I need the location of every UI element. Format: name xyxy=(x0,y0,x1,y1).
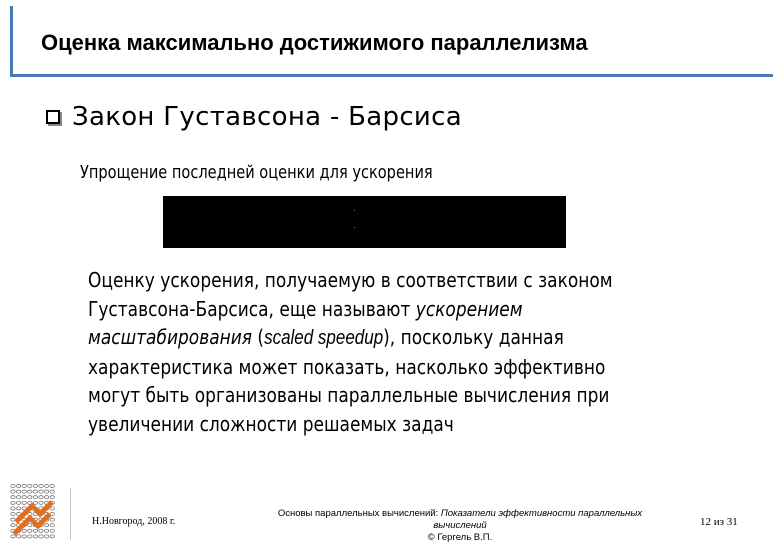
paragraph-term: ускорением масштабирования xyxy=(88,296,523,349)
footer-course-topic: Показатели эффективности параллельных вычислений xyxy=(433,508,643,531)
formula-artifact xyxy=(354,210,355,211)
formula-image xyxy=(163,196,566,248)
page-number: 12 из 31 xyxy=(700,516,738,528)
university-logo-icon xyxy=(10,482,56,540)
formula-artifact xyxy=(354,227,355,228)
footer-location: Н.Новгород, 2008 г. xyxy=(92,516,176,527)
subtitle: Упрощение последней оценки для ускорения xyxy=(80,162,433,183)
footer-author: © Гергель В.П. xyxy=(427,532,493,543)
slide-title: Оценка максимально достижимого параллелизма xyxy=(41,30,588,55)
footer-course xyxy=(250,508,670,544)
body-paragraph xyxy=(88,266,649,438)
paragraph-text: ( xyxy=(252,325,265,349)
paragraph-text: Оценку ускорения, получаемую в соответствии с законом Густавсона-Барсиса, еще называют xyxy=(88,268,613,321)
bullet-heading-text: Закон Густавсона - Барсиса xyxy=(72,102,462,132)
paragraph-text: ), поскольку данная характеристика может показать, насколько эффективно могут быть организованы параллельные вычисления при увеличении сложности решаемых задач xyxy=(88,325,610,436)
square-bullet-icon xyxy=(46,110,60,124)
paragraph-english-term: scaled speedup xyxy=(264,327,384,349)
title-bar xyxy=(10,6,773,77)
footer-course-prefix: Основы параллельных вычислений: xyxy=(277,508,441,519)
bullet-heading xyxy=(46,102,462,132)
footer-divider xyxy=(70,488,71,540)
